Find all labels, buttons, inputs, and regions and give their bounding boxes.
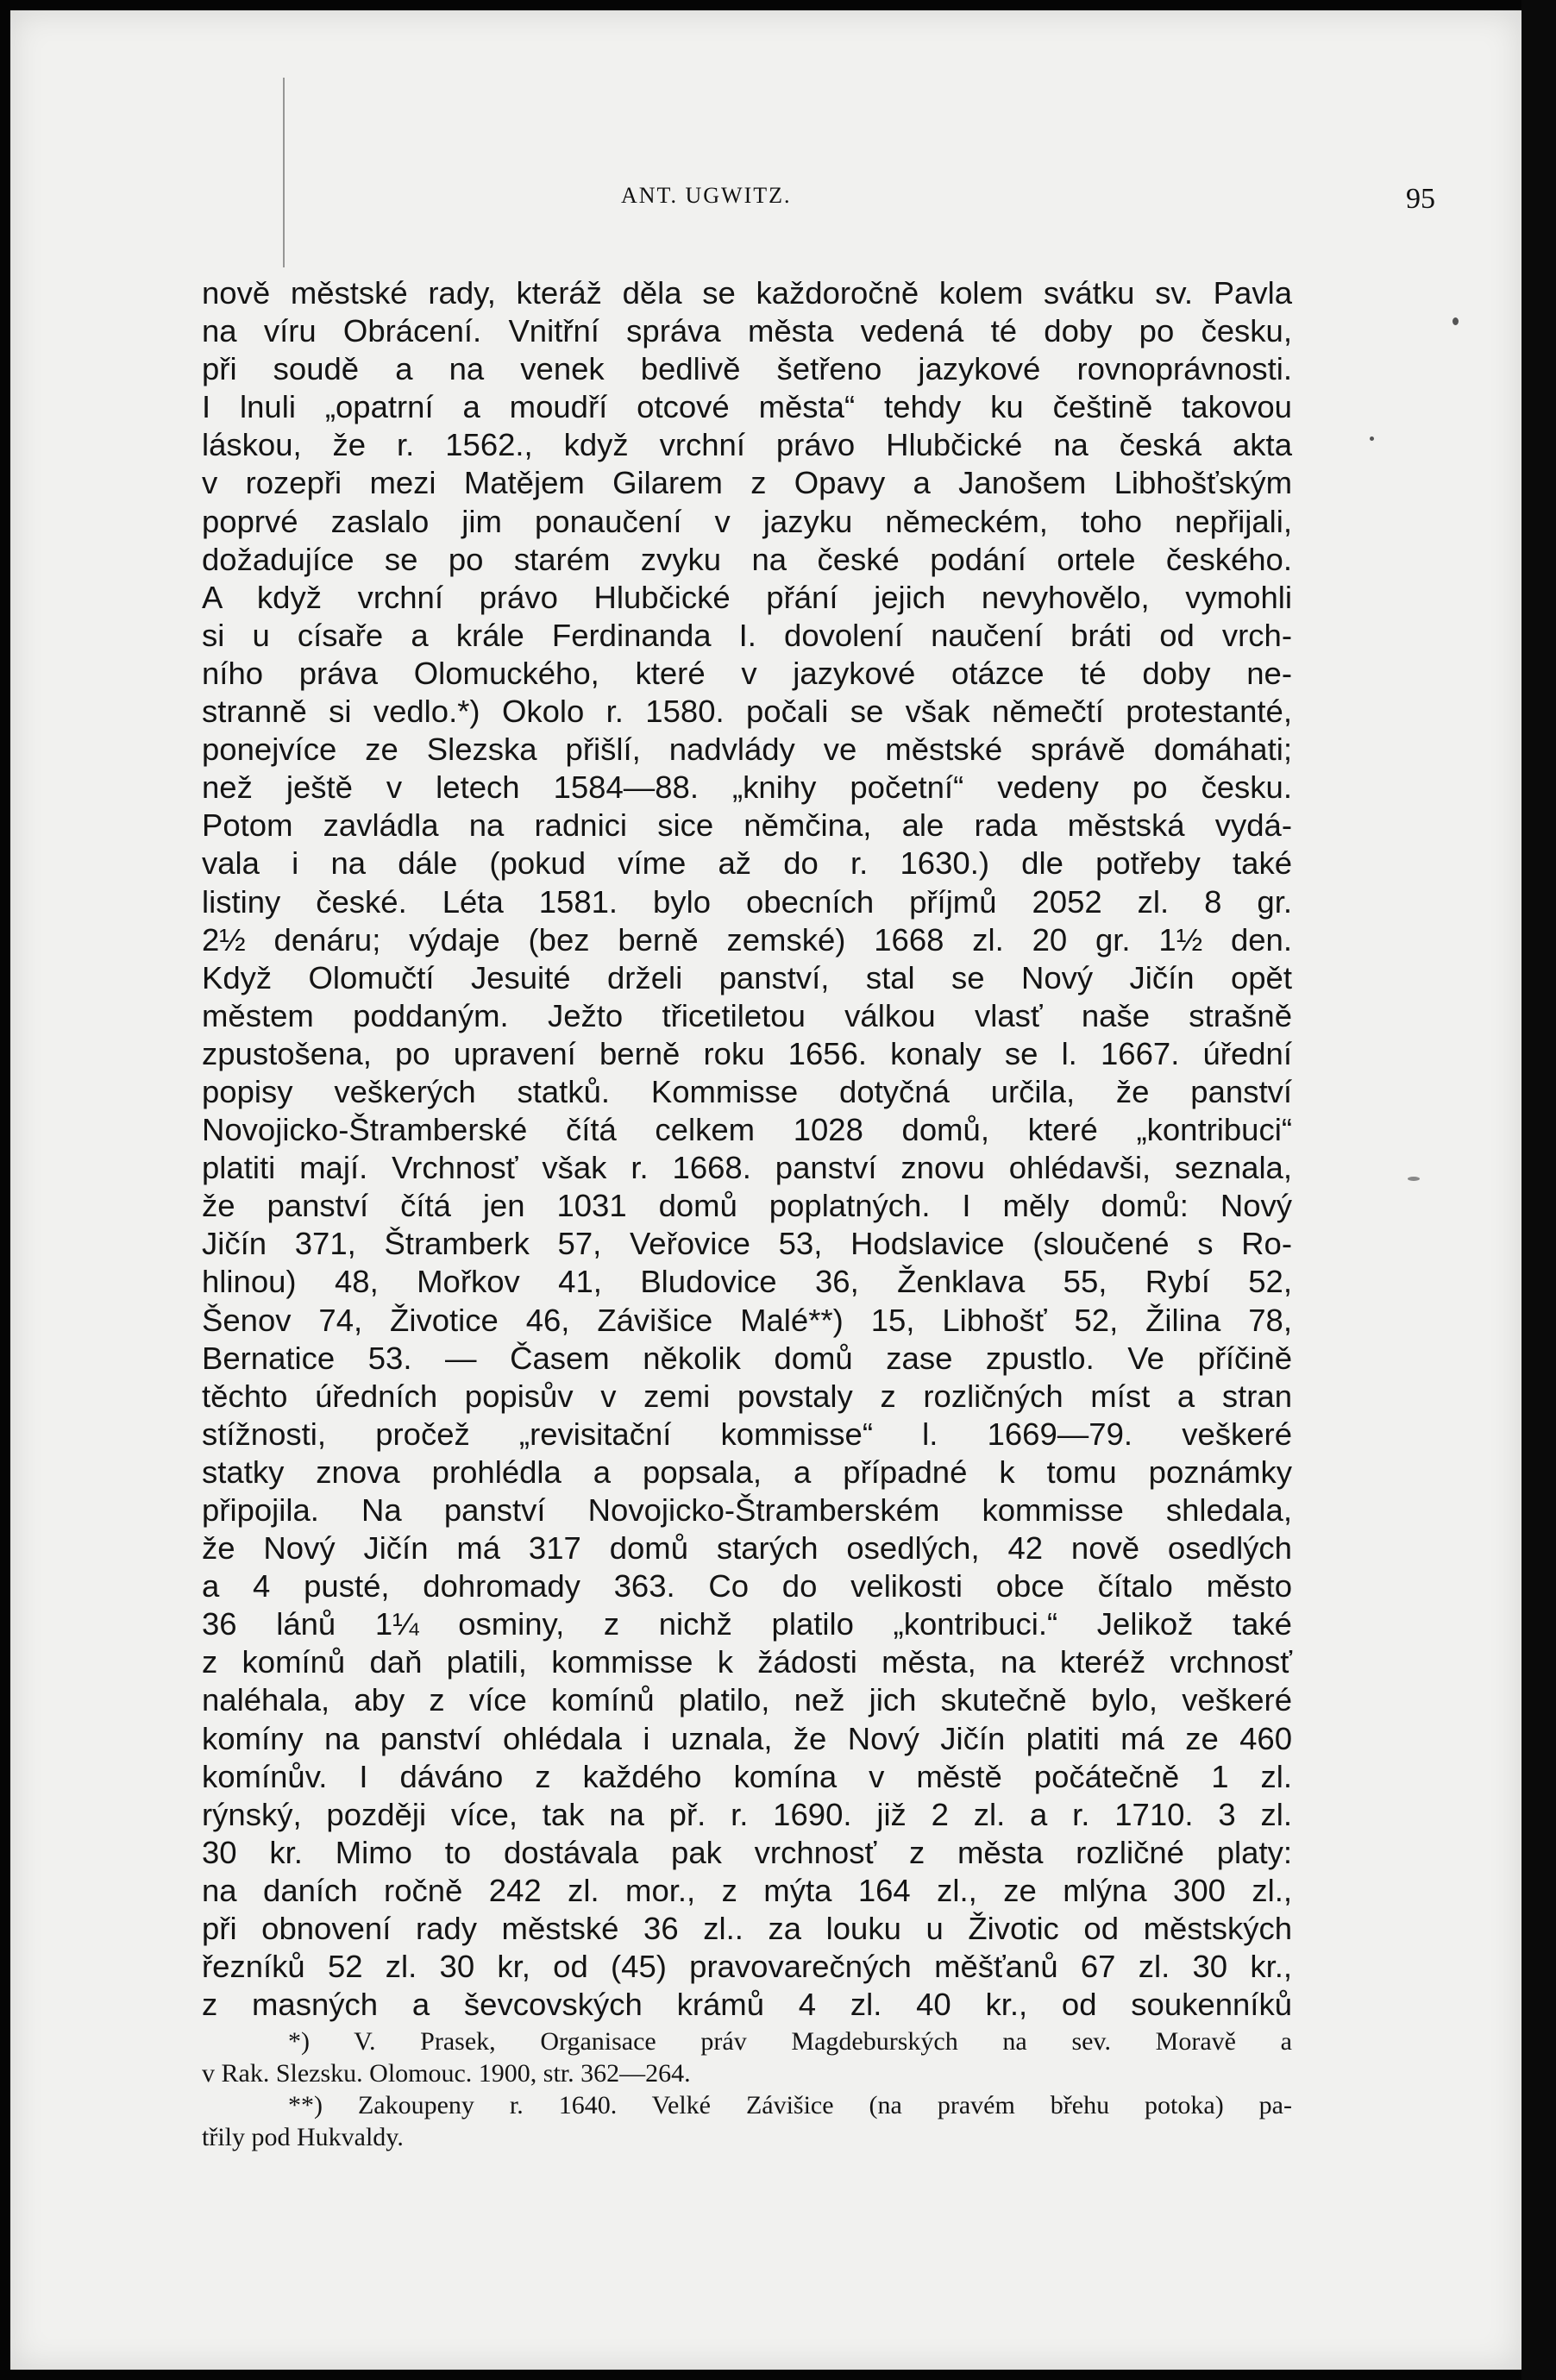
text-line: Šenov 74, Životice 46, Závišice Malé**) 15, Libhošť 52, Žilina 78, <box>202 1302 1292 1338</box>
scan-speck <box>1408 1177 1420 1181</box>
text-line: platiti mají. Vrchnosť však r. 1668. panství znovu ohlédavši, seznala, <box>202 1150 1292 1186</box>
text-line: statky znova prohlédla a popsala, a případné k tomu poznámky <box>202 1454 1292 1490</box>
scan-speck <box>1452 317 1459 325</box>
text-line: při soudě a na venek bedlivě šetřeno jazykové rovnoprávnosti. <box>202 351 1292 387</box>
footnote-line: třily pod Hukvaldy. <box>202 2123 404 2151</box>
text-line: na víru Obrácení. Vnitřní správa města vedená té doby po česku, <box>202 313 1292 349</box>
text-line: stranně si vedlo.*) Okolo r. 1580. počali se však němečtí protestanté, <box>202 694 1292 730</box>
text-line: komínův. I dáváno z každého komína v městě počátečně 1 zl. <box>202 1758 1292 1794</box>
text-line: rýnský, později více, tak na př. r. 1690. již 2 zl. a r. 1710. 3 zl. <box>202 1796 1292 1832</box>
text-line: při obnovení rady městské 36 zl.. za louku u Životic od městských <box>202 1911 1292 1947</box>
scan-right-edge <box>1521 0 1556 2380</box>
text-line: městem poddaným. Ježto třicetiletou válkou vlasť naše strašně <box>202 997 1292 1033</box>
text-line: těchto úředních popisův v zemi povstaly z rozličných míst a stran <box>202 1378 1292 1414</box>
text-line: Jičín 371, Štramberk 57, Veřovice 53, Hodslavice (sloučené s Ro- <box>202 1226 1292 1262</box>
text-line: si u císaře a krále Ferdinanda I. dovolení naučení bráti od vrch- <box>202 617 1292 653</box>
footnote-line: **) Zakoupeny r. 1640. Velké Závišice (na pravém břehu potoka) pa- <box>288 2091 1292 2119</box>
text-line: hlinou) 48, Mořkov 41, Bludovice 36, Ženklava 55, Rybí 52, <box>202 1264 1292 1300</box>
text-line: 2½ denáru; výdaje (bez berně zemské) 1668 zl. 20 gr. 1½ den. <box>202 921 1292 958</box>
footnotes <box>202 2025 1292 2153</box>
text-line: dožadujíce se po starém zvyku na české podání ortele českého. <box>202 541 1292 577</box>
text-line: zpustošena, po upravení berně roku 1656. konaly se l. 1667. úřední <box>202 1035 1292 1071</box>
text-line: než ještě v letech 1584—88. „knihy početní“ vedeny po česku. <box>202 769 1292 806</box>
text-line: připojila. Na panství Novojicko-Štramberském kommisse shledala, <box>202 1492 1292 1528</box>
body-text <box>202 274 1292 2024</box>
page-header <box>0 183 1556 217</box>
text-line: v rozepři mezi Matějem Gilarem z Opavy a Janošem Libhošťským <box>202 465 1292 501</box>
text-line: listiny české. Léta 1581. bylo obecních příjmů 2052 zl. 8 gr. <box>202 883 1292 920</box>
page-number: 95 <box>1406 183 1435 215</box>
text-line: ponejvíce ze Slezska přišlí, nadvlády ve městské správě domáhati; <box>202 732 1292 768</box>
footnote-line: *) V. Prasek, Organisace práv Magdeburských na sev. Moravě a <box>288 2027 1292 2056</box>
text-line: A když vrchní právo Hlubčické přání jejich nevyhovělo, vymohli <box>202 579 1292 615</box>
text-line: I lnuli „opatrní a moudří otcové města“ tehdy ku češtině takovou <box>202 389 1292 425</box>
text-line: komíny na panství ohlédala i uznala, že Nový Jičín platiti má ze 460 <box>202 1720 1292 1756</box>
scan-speck <box>1370 436 1374 441</box>
text-line: řezníků 52 zl. 30 kr, od (45) pravovarečných měšťanů 67 zl. 30 kr., <box>202 1949 1292 1985</box>
text-line: na daních ročně 242 zl. mor., z mýta 164 zl., ze mlýna 300 zl., <box>202 1872 1292 1908</box>
page-crease-mark <box>283 78 285 267</box>
footnote-line: v Rak. Slezsku. Olomouc. 1900, str. 362—264. <box>202 2059 691 2088</box>
text-line: poprvé zaslalo jim ponaučení v jazyku německém, toho nepřijali, <box>202 503 1292 539</box>
text-line: z masných a ševcovských krámů 4 zl. 40 kr., od soukenníků <box>202 1987 1292 2023</box>
text-line: nově městské rady, kteráž děla se každoročně kolem svátku sv. Pavla <box>202 275 1292 311</box>
text-line: Potom zavládla na radnici sice němčina, ale rada městská vydá- <box>202 807 1292 844</box>
text-line: vala i na dále (pokud víme až do r. 1630.) dle potřeby také <box>202 845 1292 882</box>
text-line: že Nový Jičín má 317 domů starých osedlých, 42 nově osedlých <box>202 1530 1292 1567</box>
text-line: a 4 pusté, dohromady 363. Co do velikosti obce čítalo město <box>202 1568 1292 1604</box>
text-line: stížnosti, pročež „revisitační kommisse“ l. 1669—79. veškeré <box>202 1416 1292 1452</box>
text-line: Bernatice 53. — Časem několik domů zase zpustlo. Ve příčině <box>202 1340 1292 1376</box>
text-line: že panství čítá jen 1031 domů poplatných. I měly domů: Nový <box>202 1188 1292 1224</box>
text-line: Novojicko-Štramberské čítá celkem 1028 domů, které „kontribuci“ <box>202 1112 1292 1148</box>
text-line: 30 kr. Mimo to dostávala pak vrchnosť z města rozličné platy: <box>202 1834 1292 1870</box>
text-line: ního práva Olomuckého, které v jazykové otázce té doby ne- <box>202 655 1292 691</box>
text-line: z komínů daň platili, kommisse k žádosti města, na kteréž vrchnosť <box>202 1644 1292 1680</box>
text-line: naléhala, aby z více komínů platilo, než jich skutečně bylo, veškeré <box>202 1682 1292 1718</box>
text-line: popisy veškerých statků. Kommisse dotyčná určila, že panství <box>202 1073 1292 1109</box>
text-line: Když Olomučtí Jesuité drželi panství, stal se Nový Jičín opět <box>202 959 1292 995</box>
text-line: 36 lánů 1¼ osminy, z nichž platilo „kontribuci.“ Jelikož také <box>202 1606 1292 1642</box>
text-line: láskou, že r. 1562., když vrchní právo Hlubčické na česká akta <box>202 427 1292 463</box>
running-head: ANT. UGWITZ. <box>621 183 792 208</box>
